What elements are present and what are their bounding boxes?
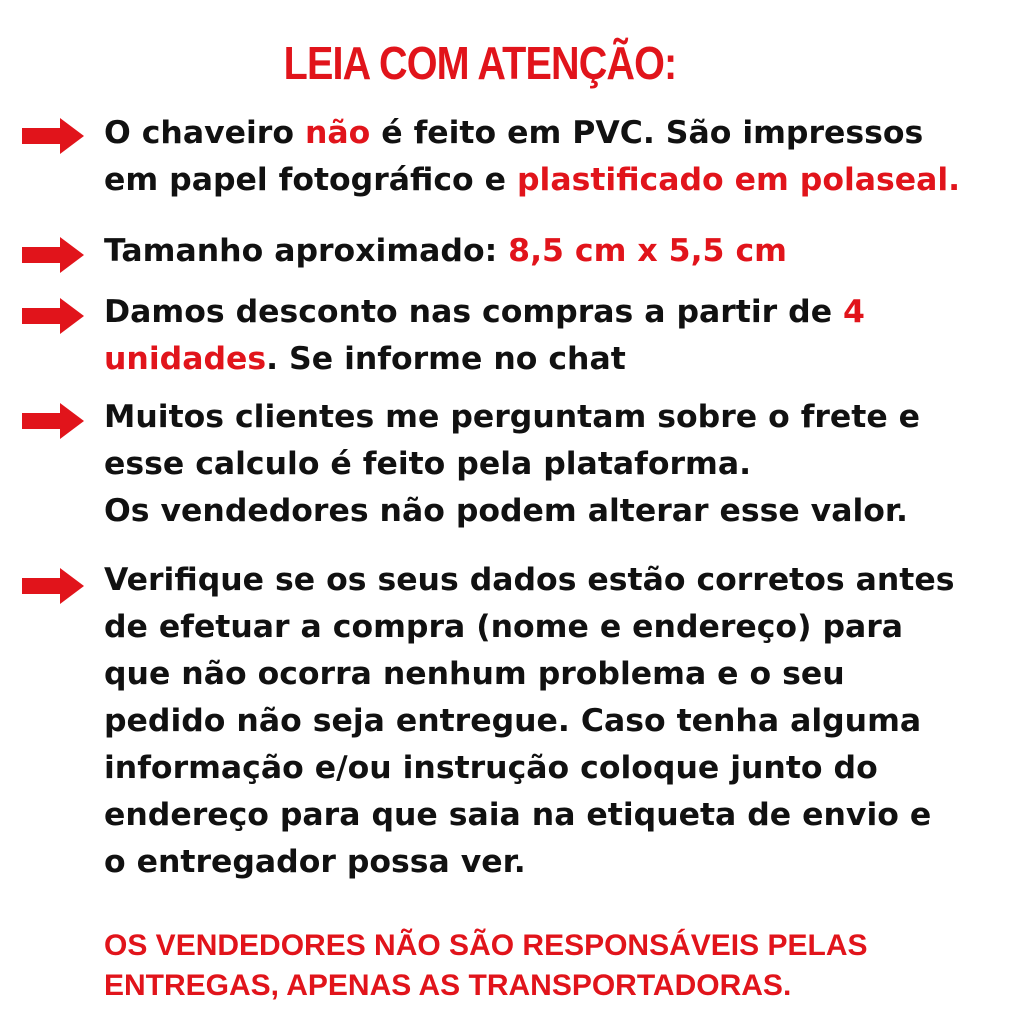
right-arrow-icon — [22, 568, 84, 604]
text-span: Tamanho aproximado: — [104, 233, 509, 269]
text-line — [104, 228, 1004, 275]
highlight-text: unidades — [104, 341, 267, 377]
text-line — [104, 336, 1004, 383]
text-span: . Se informe no chat — [266, 341, 626, 377]
highlight-text: plastificado em polaseal. — [516, 162, 961, 198]
footer-disclaimer — [104, 926, 1004, 1006]
text-line: esse calculo é feito pela plataforma. — [104, 446, 752, 482]
text-line: Os vendedores não podem alterar esse valor. — [104, 493, 908, 529]
notice-item-text — [104, 557, 1004, 886]
highlight-text: 8,5 cm x 5,5 cm — [508, 233, 787, 269]
text-line — [104, 289, 1004, 336]
highlight-text: não — [304, 115, 371, 151]
text-line: que não ocorra nenhum problema e o seu — [104, 656, 845, 692]
text-line — [104, 157, 1004, 204]
text-span: Damos desconto nas compras a partir de — [104, 294, 844, 330]
right-arrow-icon — [22, 298, 84, 334]
text-line: Muitos clientes me perguntam sobre o frete e — [104, 399, 921, 435]
page-title: LEIA COM ATENÇÃO: — [283, 37, 677, 89]
right-arrow-icon — [22, 403, 84, 439]
notice-item-text — [104, 110, 1004, 204]
text-line: pedido não seja entregue. Caso tenha alguma — [104, 703, 922, 739]
footer-line: ENTREGAS, APENAS AS TRANSPORTADORAS. — [104, 969, 792, 1002]
text-line: o entregador possa ver. — [104, 844, 526, 880]
text-span: O chaveiro — [104, 115, 305, 151]
notice-item-text — [104, 289, 1004, 383]
footer-line: OS VENDEDORES NÃO SÃO RESPONSÁVEIS PELAS — [104, 929, 868, 962]
right-arrow-icon — [22, 118, 84, 154]
text-span: é feito em PVC. São impressos — [370, 115, 924, 151]
text-line: de efetuar a compra (nome e endereço) para — [104, 609, 904, 645]
text-span: em papel fotográfico e — [104, 162, 517, 198]
notice-item-text — [104, 228, 1004, 275]
right-arrow-icon — [22, 237, 84, 273]
text-line — [104, 110, 1004, 157]
text-line: Verifique se os seus dados estão corretos antes — [104, 562, 955, 598]
text-line: endereço para que saia na etiqueta de envio e — [104, 797, 932, 833]
text-line: informação e/ou instrução coloque junto do — [104, 750, 878, 786]
highlight-text: 4 — [843, 294, 865, 330]
notice-item-text — [104, 394, 1004, 535]
